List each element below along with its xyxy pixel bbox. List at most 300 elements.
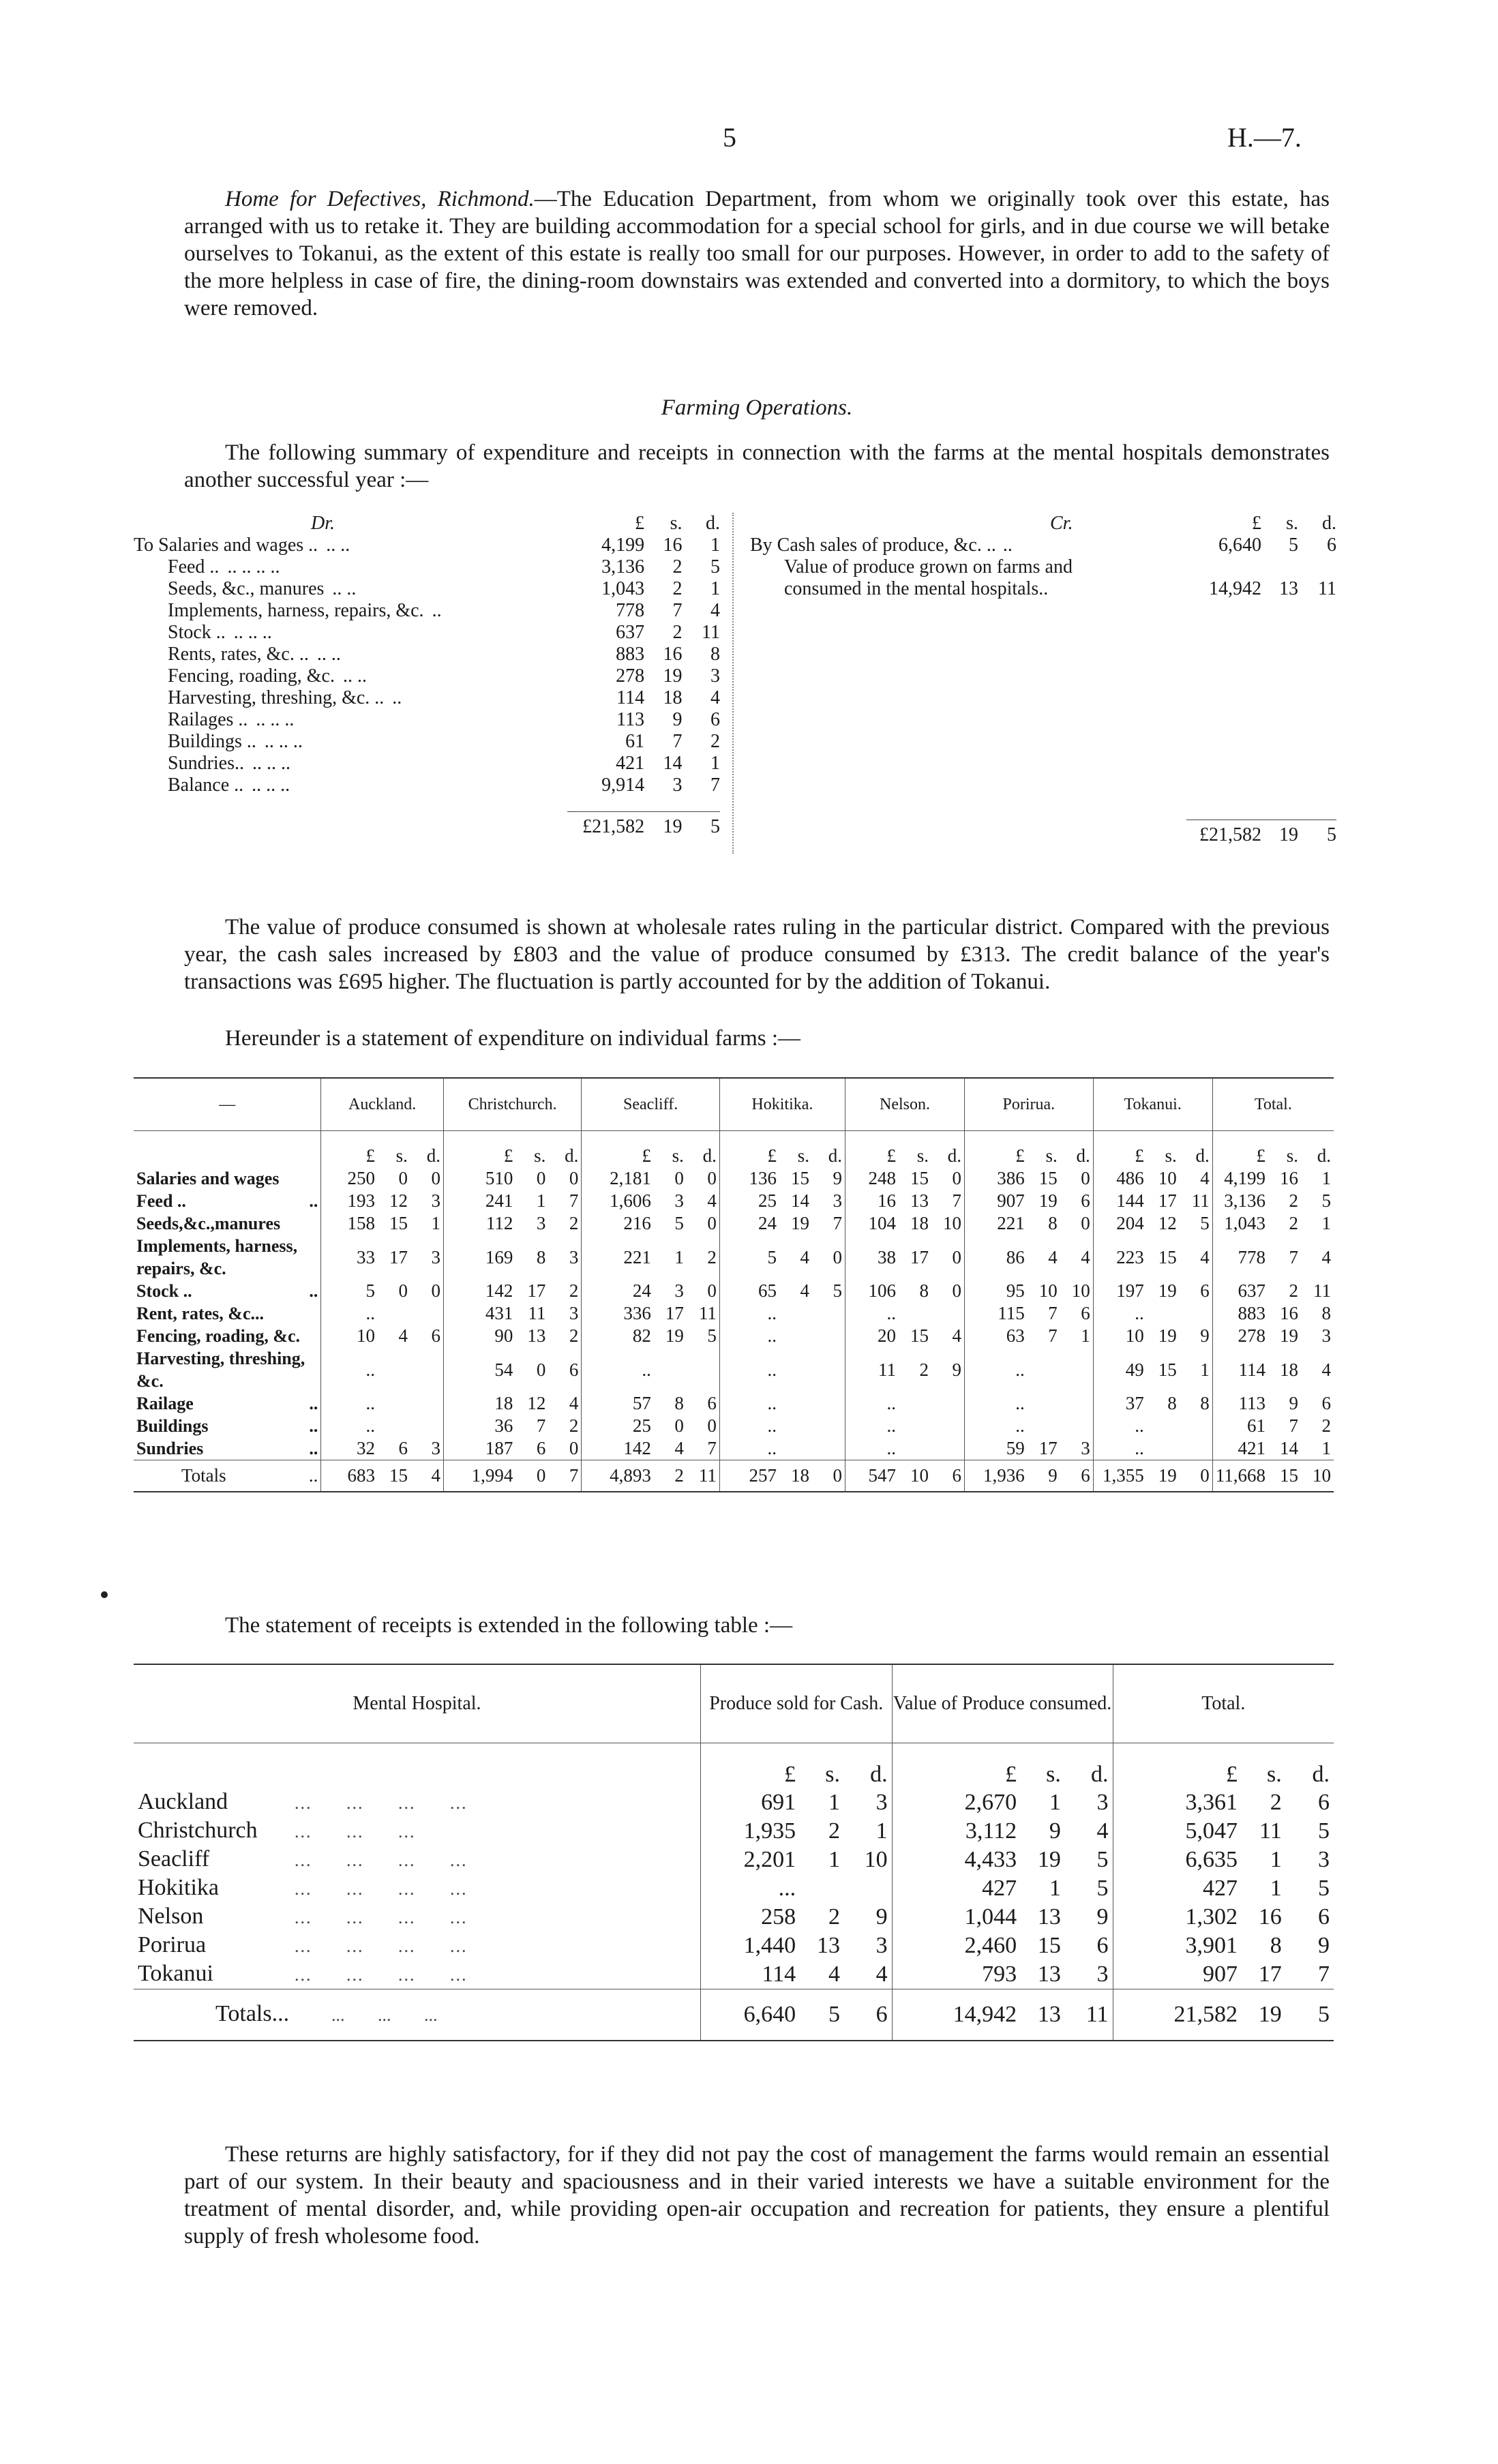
receipts-value-amount: 13 <box>1037 1904 1061 1929</box>
farm-row <box>134 1392 1334 1415</box>
farm-amount-part: 16 <box>877 1190 896 1211</box>
farm-amount-part: 65 <box>758 1280 777 1301</box>
farm-amount-part: 82 <box>632 1325 651 1346</box>
farm-amount-part: .. <box>886 1415 896 1436</box>
farm-currency-unit: £ <box>886 1145 896 1166</box>
receipts-value-amount: 3 <box>1096 1962 1109 1987</box>
credit-account <box>750 513 1336 846</box>
farm-amount-part: .. <box>767 1415 777 1436</box>
farm-row-label-cell <box>134 1437 321 1460</box>
debit-amount-l: 9,914 <box>601 775 645 796</box>
farm-amount-cell <box>582 1212 719 1235</box>
farm-currency-blank <box>134 1131 321 1168</box>
farm-amount-part: 1 <box>1200 1359 1210 1380</box>
farm-amount-part: 19 <box>1158 1325 1177 1346</box>
farm-amount-part: 4 <box>674 1438 684 1458</box>
farm-amount-part: 18 <box>790 1465 809 1486</box>
farm-amount-part: .. <box>365 1393 375 1413</box>
farm-amount-cell <box>443 1190 581 1212</box>
receipts-total-cash: 6 <box>844 1989 892 2041</box>
farm-amount-cell <box>321 1212 444 1235</box>
farm-row <box>134 1167 1334 1190</box>
farm-row-label-cell <box>134 1212 321 1235</box>
farm-amount-part: 54 <box>494 1359 513 1380</box>
farm-amount-part: .. <box>886 1438 896 1458</box>
farm-amount-cell <box>582 1190 719 1212</box>
farm-amount-part: 11 <box>878 1359 896 1380</box>
receipts-total-total: 19 <box>1242 1989 1286 2041</box>
receipts-row-dots: ... ... ... ... <box>295 1965 468 1985</box>
farm-amount-cell <box>443 1167 581 1190</box>
cr-label: Cr. <box>1050 513 1073 534</box>
farm-amount-part: .. <box>1135 1438 1144 1458</box>
receipts-cash-amount: 4 <box>875 1962 888 1987</box>
header-value-consumed: Value of Produce consumed. <box>892 1664 1113 1743</box>
farm-currency-cell <box>582 1131 719 1168</box>
debit-leader-dots: .. .. <box>342 665 367 687</box>
receipts-value-amount: 3,112 <box>892 1817 1021 1846</box>
farm-amount-part: 16 <box>1280 1303 1298 1323</box>
farm-amount-part: 0 <box>952 1280 961 1301</box>
farm-currency-unit: s. <box>797 1145 809 1166</box>
farm-amount-part: 5 <box>365 1280 375 1301</box>
debit-leader-dots: .. .. <box>316 644 341 665</box>
farm-amount-part: 10 <box>1038 1280 1058 1301</box>
debit-total-shillings: 19 <box>644 811 682 838</box>
farm-amount-part: 547 <box>868 1465 896 1486</box>
farm-amount-cell <box>845 1437 964 1460</box>
farm-amount-part: 19 <box>790 1213 809 1233</box>
farm-amount-part: .. <box>767 1359 777 1380</box>
debit-amount-s: 16 <box>663 535 683 556</box>
receipts-cash-amount: 2 <box>828 1818 840 1844</box>
farm-amount-part: 0 <box>569 1168 579 1188</box>
receipts-total-amount: 2 <box>1270 1790 1282 1815</box>
farm-amount-cell <box>321 1437 444 1460</box>
farm-amount-part: 37 <box>1125 1393 1144 1413</box>
farm-amount-part: 9 <box>952 1359 961 1380</box>
farm-amount-cell <box>1212 1415 1334 1437</box>
receipts-total-value: 11 <box>1065 1989 1113 2041</box>
debit-row <box>134 644 720 665</box>
debit-amount-d: 4 <box>710 600 720 621</box>
receipts-total-value: 13 <box>1021 1989 1065 2041</box>
farm-amount-part: 9 <box>1048 1465 1058 1486</box>
farm-amount-part: 4 <box>1200 1168 1210 1188</box>
farm-amount-part: 11 <box>528 1303 546 1323</box>
farm-amount-cell <box>964 1325 1093 1347</box>
receipts-value-amount: 793 <box>892 1960 1021 1989</box>
farm-amount-part: 5 <box>833 1280 842 1301</box>
farm-amount-part: 0 <box>1081 1168 1090 1188</box>
debit-leader-dots: .. .. <box>326 535 350 556</box>
farm-amount-part: 197 <box>1116 1280 1144 1301</box>
farm-row-label-cell <box>134 1190 321 1212</box>
debit-total-pence: 5 <box>683 811 720 838</box>
farm-column-header: Auckland. <box>321 1078 444 1131</box>
farm-amount-part: 24 <box>632 1280 651 1301</box>
farm-amount-cell <box>1093 1415 1212 1437</box>
debit-row <box>134 687 720 709</box>
farm-amount-part: 13 <box>910 1190 929 1211</box>
farm-amount-part: 10 <box>942 1213 961 1233</box>
debit-amount-s: 7 <box>672 600 683 621</box>
farm-currency-unit: s. <box>534 1145 546 1166</box>
credit-total-pence: 5 <box>1298 820 1336 846</box>
farm-amount-part: 19 <box>665 1325 684 1346</box>
farm-amount-part: 10 <box>910 1465 929 1486</box>
credit-amount-l: 14,942 <box>1209 578 1261 599</box>
credit-label: consumed in the mental hospitals.. <box>784 578 1049 599</box>
farm-amount-part: 7 <box>833 1213 842 1233</box>
farm-amount-part: 6 <box>569 1359 579 1380</box>
farm-amount-part: 11 <box>698 1465 717 1486</box>
receipts-cash-amount: 2 <box>828 1904 840 1929</box>
farm-amount-part: 10 <box>1313 1465 1331 1486</box>
farm-amount-cell <box>321 1280 444 1302</box>
receipts-currency-unit: s. <box>1046 1762 1061 1787</box>
farm-row-label-cell <box>134 1302 321 1325</box>
farm-amount-part: 0 <box>674 1415 684 1436</box>
farm-amount-part: 19 <box>1280 1325 1298 1346</box>
farm-amount-part: 63 <box>1006 1325 1025 1346</box>
farm-amount-cell <box>964 1190 1093 1212</box>
farm-amount-part: 15 <box>389 1465 408 1486</box>
farm-amount-part: 18 <box>1280 1359 1298 1380</box>
farm-amount-cell <box>845 1302 964 1325</box>
farm-amount-part: 221 <box>623 1246 651 1267</box>
receipts-value-amount: 15 <box>1037 1933 1061 1958</box>
receipts-row <box>134 1932 1334 1960</box>
farm-amount-cell <box>582 1347 719 1392</box>
receipts-cash-amount <box>800 1874 844 1903</box>
farm-amount-part: 112 <box>485 1213 513 1233</box>
farm-amount-part: 6 <box>398 1438 408 1458</box>
farm-amount-part: 1 <box>674 1246 684 1267</box>
receipts-value-amount: 6 <box>1096 1933 1109 1958</box>
farm-amount-cell <box>964 1212 1093 1235</box>
receipts-currency-unit: d. <box>1312 1762 1330 1787</box>
farm-amount-part: 6 <box>1200 1280 1210 1301</box>
farm-amount-part: 14 <box>1280 1438 1298 1458</box>
credit-amount-d <box>1298 556 1336 578</box>
debit-label-cell <box>134 644 567 665</box>
receipts-row <box>134 1846 1334 1874</box>
farm-amount-part: 15 <box>1280 1465 1298 1486</box>
farm-currency-unit: £ <box>767 1145 777 1166</box>
debit-label-cell <box>134 709 567 731</box>
farm-amount-cell <box>582 1280 719 1302</box>
credit-label-cell <box>750 556 1186 578</box>
farm-amount-cell <box>582 1415 719 1437</box>
farm-totals-row <box>134 1460 1334 1492</box>
receipts-total-amount: 427 <box>1113 1874 1242 1903</box>
farm-total-cell <box>845 1460 964 1492</box>
farm-amount-part: 2 <box>569 1213 579 1233</box>
farm-amount-cell <box>845 1167 964 1190</box>
farm-totals-label-cell <box>134 1460 321 1492</box>
receipts-hospital-cell <box>134 1874 700 1903</box>
farm-amount-part: 421 <box>1238 1438 1265 1458</box>
farm-amount-part: 104 <box>868 1213 896 1233</box>
farm-amount-part: 4 <box>1321 1246 1331 1267</box>
debit-row <box>134 775 720 796</box>
farm-row-label: Stock .. <box>136 1281 192 1301</box>
farm-amount-part: 0 <box>431 1280 440 1301</box>
farm-amount-part: 3 <box>1081 1438 1090 1458</box>
farm-amount-cell <box>443 1235 581 1280</box>
debit-amount-l: 113 <box>616 709 645 730</box>
debit-amount-s: 14 <box>663 753 683 774</box>
farm-amount-part: 4,893 <box>610 1465 651 1486</box>
farm-amount-part: 17 <box>910 1246 929 1267</box>
farm-amount-cell <box>321 1415 444 1437</box>
farm-amount-part: 907 <box>997 1190 1025 1211</box>
farm-amount-part: .. <box>365 1415 375 1436</box>
debit-row <box>134 556 720 578</box>
receipts-hospital-name: Hokitika <box>138 1875 219 1900</box>
receipts-cash-amount: 114 <box>700 1960 800 1989</box>
farm-amount-part: 3 <box>431 1190 440 1211</box>
farm-amount-cell <box>321 1190 444 1212</box>
farm-currency-row <box>134 1131 1334 1168</box>
intro-paragraph <box>184 185 1330 322</box>
document-reference: H.—7. <box>1227 122 1302 153</box>
receipts-total-cash: 5 <box>800 1989 844 2041</box>
receipts-currency-unit: s. <box>825 1762 840 1787</box>
farm-amount-part: 0 <box>569 1438 579 1458</box>
farm-amount-cell <box>1212 1302 1334 1325</box>
debit-amount-d: 11 <box>702 622 720 643</box>
debit-amount-s: 7 <box>672 731 683 752</box>
debit-amount-s: 9 <box>672 709 683 730</box>
receipts-total-amount: 7 <box>1318 1962 1330 1987</box>
farm-currency-unit: s. <box>1165 1145 1177 1166</box>
farm-row <box>134 1235 1334 1280</box>
receipts-totals-label: Totals... <box>215 2001 290 2026</box>
farm-currency-unit: d. <box>1317 1145 1331 1166</box>
farm-totals-label: Totals <box>181 1465 226 1486</box>
dr-label: Dr. <box>311 513 335 534</box>
farm-amount-cell <box>1212 1437 1334 1460</box>
farm-amount-part: 15 <box>1158 1359 1177 1380</box>
debit-amount-d: 8 <box>710 644 720 665</box>
farm-amount-part: 0 <box>707 1280 717 1301</box>
receipts-currency-unit: £ <box>700 1743 800 1789</box>
receipts-row-dots: ... ... ... <box>295 1822 416 1842</box>
receipts-cash-amount: 1,440 <box>700 1932 800 1960</box>
debit-label: Seeds, &c., manures <box>168 578 325 599</box>
farm-amount-part: 90 <box>494 1325 513 1346</box>
farm-row <box>134 1212 1334 1235</box>
debit-label: Fencing, roading, &c. <box>168 665 335 687</box>
farm-amount-part: 0 <box>674 1168 684 1188</box>
farm-amount-part: 1 <box>1321 1438 1331 1458</box>
farm-amount-part: 86 <box>1006 1246 1025 1267</box>
farm-amount-cell <box>1212 1167 1334 1190</box>
farm-total-cell <box>321 1460 444 1492</box>
farm-amount-cell <box>845 1280 964 1302</box>
farm-amount-part: 4,199 <box>1224 1168 1265 1188</box>
farm-amount-part: 250 <box>347 1168 375 1188</box>
debit-label: Feed .. <box>168 556 220 577</box>
produce-paragraph: The value of produce consumed is shown at wholesale rates ruling in the particular district. Compared with the previous year, the cash sales increased by £803 and the value of produce consumed by £313. The credit balance of the year's transactions was £695 higher. The fluctuation is partly accounted for by the addition of Tokanui. <box>184 915 1330 994</box>
farm-amount-part: 0 <box>707 1415 717 1436</box>
receipts-total-amount: 3,361 <box>1113 1788 1242 1817</box>
credit-amount-s <box>1261 556 1298 578</box>
farm-amount-part: 5 <box>1321 1190 1331 1211</box>
receipts-cash-amount: 10 <box>864 1847 888 1872</box>
credit-label-cell <box>750 578 1186 600</box>
credit-label: Value of produce grown on farms and <box>784 556 1073 577</box>
receipts-row <box>134 1874 1334 1903</box>
receipts-table <box>134 1664 1334 2041</box>
receipts-cash-amount: 1 <box>828 1847 840 1872</box>
farm-amount-part: 336 <box>623 1303 651 1323</box>
farm-row-label: Buildings <box>136 1416 209 1436</box>
receipts-cash-amount: 1 <box>828 1790 840 1815</box>
farm-amount-part: 59 <box>1006 1438 1025 1458</box>
farm-amount-part: 2 <box>569 1325 579 1346</box>
farm-amount-cell <box>1212 1190 1334 1212</box>
receipts-total-amount: 8 <box>1270 1933 1282 1958</box>
credit-leader-dots: .. <box>1002 535 1013 556</box>
receipts-total-amount: 5,047 <box>1113 1817 1242 1846</box>
farm-amount-part: 0 <box>398 1280 408 1301</box>
farm-amount-part: 9 <box>1200 1325 1210 1346</box>
farm-amount-part: 3 <box>674 1190 684 1211</box>
farm-amount-part: 1,936 <box>983 1465 1025 1486</box>
farm-amount-part: 7 <box>1289 1246 1298 1267</box>
farm-amount-cell <box>719 1347 845 1392</box>
page-number: 5 <box>723 122 736 153</box>
farm-amount-cell <box>582 1167 719 1190</box>
debit-row <box>134 622 720 644</box>
farm-amount-part: 142 <box>485 1280 513 1301</box>
farm-amount-part: 0 <box>707 1213 717 1233</box>
credit-total-shillings: 19 <box>1261 820 1298 846</box>
debit-amount-d: 1 <box>710 535 720 556</box>
debit-amount-s: 2 <box>672 556 683 577</box>
farm-amount-part: 7 <box>536 1415 546 1436</box>
farm-currency-unit: d. <box>426 1145 440 1166</box>
farm-total-cell <box>443 1460 581 1492</box>
farm-amount-part: 778 <box>1238 1246 1265 1267</box>
farm-amount-part: 7 <box>569 1190 579 1211</box>
farm-row <box>134 1190 1334 1212</box>
farm-row-dots: .. <box>309 1394 318 1413</box>
farm-amount-part: 6 <box>1081 1190 1090 1211</box>
receipts-cash-amount: 1 <box>875 1818 888 1844</box>
debit-amount-d: 3 <box>710 665 720 687</box>
receipts-intro: The statement of receipts is extended in the following table :— <box>225 1613 793 1638</box>
farm-amount-part: 17 <box>527 1280 546 1301</box>
farm-row-dots: .. <box>309 1191 318 1211</box>
farm-amount-part: 11 <box>698 1303 717 1323</box>
farm-amount-part: 13 <box>527 1325 546 1346</box>
debit-amount-l: 778 <box>616 600 645 621</box>
farm-row <box>134 1437 1334 1460</box>
farm-column-header: Hokitika. <box>719 1078 845 1131</box>
farm-amount-part: 1 <box>1321 1168 1331 1188</box>
farm-amount-part: 136 <box>749 1168 777 1188</box>
debit-account <box>134 513 720 838</box>
farm-amount-cell <box>443 1437 581 1460</box>
farm-amount-part: 7 <box>1289 1415 1298 1436</box>
farm-amount-part: 115 <box>998 1303 1025 1323</box>
farm-currency-cell <box>845 1131 964 1168</box>
debit-label-cell <box>134 665 567 687</box>
farm-amount-cell <box>1093 1347 1212 1392</box>
debit-row <box>134 578 720 600</box>
farm-amount-part: 10 <box>1158 1168 1177 1188</box>
farm-amount-part: 3 <box>569 1303 579 1323</box>
farm-amount-part: 17 <box>1038 1438 1058 1458</box>
debit-leader-dots: .. <box>432 600 442 621</box>
receipts-value-amount: 5 <box>1096 1876 1109 1901</box>
debit-amount-s: 19 <box>663 665 683 687</box>
debit-amount-d: 4 <box>710 687 720 708</box>
farm-amount-cell <box>964 1280 1093 1302</box>
farm-currency-unit: £ <box>1015 1145 1025 1166</box>
farm-amount-part: 0 <box>1081 1213 1090 1233</box>
farm-amount-part: 216 <box>623 1213 651 1233</box>
receipts-hospital-name: Seacliff <box>138 1846 210 1872</box>
debit-amount-d: 1 <box>710 753 720 774</box>
farm-amount-part: 204 <box>1116 1213 1144 1233</box>
receipts-value-amount: 1,044 <box>892 1903 1021 1932</box>
farm-amount-cell <box>964 1415 1093 1437</box>
farm-amount-part: 15 <box>1158 1246 1177 1267</box>
farm-amount-part: 61 <box>1247 1415 1265 1436</box>
cr-currency-pound: £ <box>1252 513 1261 534</box>
farm-amount-cell <box>1093 1392 1212 1415</box>
farm-amount-cell <box>1093 1280 1212 1302</box>
farm-row-label: Railage <box>136 1394 194 1413</box>
receipts-cash-amount: 691 <box>700 1788 800 1817</box>
farm-amount-part: 3 <box>431 1246 440 1267</box>
farm-amount-cell <box>1212 1212 1334 1235</box>
debit-amount-s: 2 <box>672 578 683 599</box>
farm-amount-cell <box>964 1347 1093 1392</box>
receipts-total-total: 5 <box>1286 1989 1334 2041</box>
farm-row-label: Seeds,&c.,manures <box>136 1214 281 1233</box>
farm-currency-unit: d. <box>828 1145 842 1166</box>
farm-amount-part: .. <box>1135 1303 1144 1323</box>
farm-amount-part: 2 <box>707 1246 717 1267</box>
farm-column-header: Nelson. <box>845 1078 964 1131</box>
farm-amount-part: 15 <box>910 1168 929 1188</box>
receipts-value-amount: 3 <box>1096 1790 1109 1815</box>
farm-amount-cell <box>719 1280 845 1302</box>
debit-row <box>134 753 720 775</box>
receipts-total-amount: 3,901 <box>1113 1932 1242 1960</box>
receipts-cash-amount: 3 <box>875 1933 888 1958</box>
currency-shilling: s. <box>670 513 683 534</box>
farm-amount-cell <box>845 1212 964 1235</box>
debit-label: Stock .. <box>168 622 226 643</box>
receipts-value-amount: 2,460 <box>892 1932 1021 1960</box>
farm-amount-part: .. <box>767 1303 777 1323</box>
farm-currency-unit: d. <box>702 1145 717 1166</box>
receipts-total-amount: 1 <box>1270 1847 1282 1872</box>
farm-currency-unit: d. <box>1076 1145 1090 1166</box>
farm-amount-part: 1,043 <box>1224 1213 1265 1233</box>
farm-amount-part: 18 <box>494 1393 513 1413</box>
receipts-value-amount: 4 <box>1096 1818 1109 1844</box>
debit-amount-s: 18 <box>663 687 683 708</box>
receipts-row <box>134 1960 1334 1989</box>
